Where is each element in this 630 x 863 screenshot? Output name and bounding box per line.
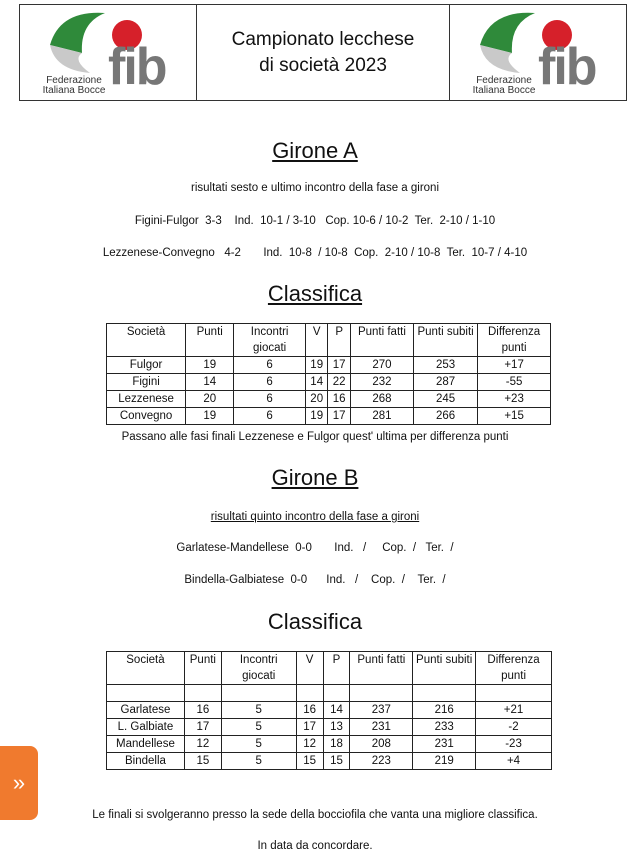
document-title <box>197 5 449 100</box>
table-cell: 287 <box>413 374 477 391</box>
table-cell: 16 <box>296 702 323 719</box>
table-cell: -23 <box>476 736 552 753</box>
double-chevron-right-icon: » <box>12 770 26 795</box>
column-header: V <box>296 652 323 685</box>
table-row <box>107 374 551 391</box>
column-header: Punti fatti <box>350 324 413 357</box>
girone-a-standings-table <box>106 323 551 425</box>
fib-logo-left <box>20 5 197 100</box>
table-cell: 17 <box>184 719 221 736</box>
table-cell: -55 <box>478 374 551 391</box>
table-cell: 14 <box>186 374 234 391</box>
logo-text-right <box>472 76 536 96</box>
column-header: Punti subiti <box>413 652 476 685</box>
logo-text-left <box>42 76 106 96</box>
table-cell <box>350 685 413 702</box>
table-cell: 231 <box>350 719 413 736</box>
table-cell: 16 <box>184 702 221 719</box>
table-cell <box>107 685 185 702</box>
fib-logo-right <box>449 5 626 100</box>
girone-a-title: Girone A <box>272 138 358 163</box>
table-header-row <box>107 652 552 685</box>
girone-b-standings-table <box>106 651 552 770</box>
table-row <box>107 719 552 736</box>
table-cell: Bindella <box>107 753 185 770</box>
column-header: Incontri giocati <box>234 324 306 357</box>
column-header: Società <box>107 652 185 685</box>
table-cell <box>413 685 476 702</box>
table-cell: +15 <box>478 408 551 425</box>
table-cell: 223 <box>350 753 413 770</box>
column-header: Differenza punti <box>478 324 551 357</box>
table-cell: Figini <box>107 374 186 391</box>
title-line1: Campionato lecchese <box>231 28 415 50</box>
table-cell: 12 <box>184 736 221 753</box>
table-cell: 6 <box>234 357 306 374</box>
table-cell: 237 <box>350 702 413 719</box>
column-header: Differenza punti <box>476 652 552 685</box>
title-line2: di società 2023 <box>259 54 387 76</box>
table-cell: 19 <box>305 408 327 425</box>
girone-b-result-1: Garlatese-Mandellese 0-0 Ind. / Cop. / Ter. / <box>176 542 454 554</box>
column-header: Punti <box>184 652 221 685</box>
table-row <box>107 736 552 753</box>
table-cell: -2 <box>476 719 552 736</box>
table-cell: 15 <box>323 753 350 770</box>
table-cell: L. Galbiate <box>107 719 185 736</box>
column-header: Punti fatti <box>350 652 413 685</box>
logo-text-line2: Italiana Bocce <box>472 85 536 96</box>
column-header: Punti subiti <box>413 324 477 357</box>
logo-word-right: fib <box>538 38 596 96</box>
column-header: Società <box>107 324 186 357</box>
table-cell: 19 <box>186 357 234 374</box>
table-cell: 19 <box>186 408 234 425</box>
side-expand-tab[interactable] <box>0 746 38 820</box>
table-cell <box>296 685 323 702</box>
table-cell: Convegno <box>107 408 186 425</box>
table-cell: +4 <box>476 753 552 770</box>
table-cell: +17 <box>478 357 551 374</box>
table-row <box>107 408 551 425</box>
table-cell: 22 <box>328 374 350 391</box>
column-header: V <box>305 324 327 357</box>
logo-text-line2: Italiana Bocce <box>42 85 106 96</box>
table-cell: 233 <box>413 719 476 736</box>
table-cell: Lezzenese <box>107 391 186 408</box>
table-cell: 6 <box>234 391 306 408</box>
column-header: Incontri giocati <box>221 652 296 685</box>
table-cell: 18 <box>323 736 350 753</box>
girone-b-title: Girone B <box>271 465 359 490</box>
table-cell: +23 <box>478 391 551 408</box>
table-cell: 20 <box>186 391 234 408</box>
table-cell: 13 <box>323 719 350 736</box>
table-cell: 231 <box>413 736 476 753</box>
table-cell: 14 <box>305 374 327 391</box>
table-cell: 15 <box>296 753 323 770</box>
table-cell: 266 <box>413 408 477 425</box>
table-cell <box>323 685 350 702</box>
table-cell: 268 <box>350 391 413 408</box>
girone-a-subtitle: risultati sesto e ultimo incontro della fase a gironi <box>190 182 439 194</box>
table-cell: 6 <box>234 374 306 391</box>
table-cell: 5 <box>221 719 296 736</box>
girone-a-classifica-title: Classifica <box>267 281 363 306</box>
table-cell: 5 <box>221 702 296 719</box>
table-cell: 253 <box>413 357 477 374</box>
table-cell: 5 <box>221 736 296 753</box>
table-cell: Fulgor <box>107 357 186 374</box>
table-cell <box>221 685 296 702</box>
table-cell: 17 <box>328 357 350 374</box>
girone-a-note: Passano alle fasi finali Lezzenese e Fulgor quest' ultima per differenza punti <box>121 431 509 443</box>
table-cell: Garlatese <box>107 702 185 719</box>
column-header: P <box>323 652 350 685</box>
table-row <box>107 702 552 719</box>
table-cell <box>184 685 221 702</box>
logo-word-left: fib <box>108 38 166 96</box>
column-header: P <box>328 324 350 357</box>
table-cell: 17 <box>296 719 323 736</box>
column-header: Punti <box>186 324 234 357</box>
table-cell: 12 <box>296 736 323 753</box>
table-cell: 232 <box>350 374 413 391</box>
girone-a-result-2: Lezzenese-Convegno 4-2 Ind. 10-8 / 10-8 Cop. 2-10 / 10-8 Ter. 10-7 / 4-10 <box>102 247 528 259</box>
table-header-row <box>107 324 551 357</box>
girone-a-result-1: Figini-Fulgor 3-3 Ind. 10-1 / 3-10 Cop. 10-6 / 10-2 Ter. 2-10 / 1-10 <box>134 215 496 227</box>
table-cell: 14 <box>323 702 350 719</box>
document-header <box>19 4 627 101</box>
table-cell: Mandellese <box>107 736 185 753</box>
table-cell: 245 <box>413 391 477 408</box>
table-cell: 16 <box>328 391 350 408</box>
table-cell: 219 <box>413 753 476 770</box>
table-cell: 6 <box>234 408 306 425</box>
footer-line-2: In data da concordare. <box>257 840 373 852</box>
table-cell: +21 <box>476 702 552 719</box>
table-cell: 5 <box>221 753 296 770</box>
table-row <box>107 391 551 408</box>
girone-b-subtitle: risultati quinto incontro della fase a gironi <box>210 511 420 523</box>
table-cell: 208 <box>350 736 413 753</box>
logo-text-line1: Federazione <box>46 75 102 86</box>
girone-b-result-2: Bindella-Galbiatese 0-0 Ind. / Cop. / Ter. / <box>184 574 446 586</box>
table-cell: 20 <box>305 391 327 408</box>
table-cell: 270 <box>350 357 413 374</box>
girone-b-classifica-title: Classifica <box>267 609 363 634</box>
table-cell: 15 <box>184 753 221 770</box>
logo-text-line1: Federazione <box>476 75 532 86</box>
table-cell: 281 <box>350 408 413 425</box>
table-cell: 17 <box>328 408 350 425</box>
footer-line-1: Le finali si svolgeranno presso la sede della bocciofila che vanta una migliore classifica. <box>92 809 538 821</box>
table-blank-row <box>107 685 552 702</box>
table-row <box>107 753 552 770</box>
table-cell: 216 <box>413 702 476 719</box>
table-cell: 19 <box>305 357 327 374</box>
table-cell <box>476 685 552 702</box>
table-row <box>107 357 551 374</box>
